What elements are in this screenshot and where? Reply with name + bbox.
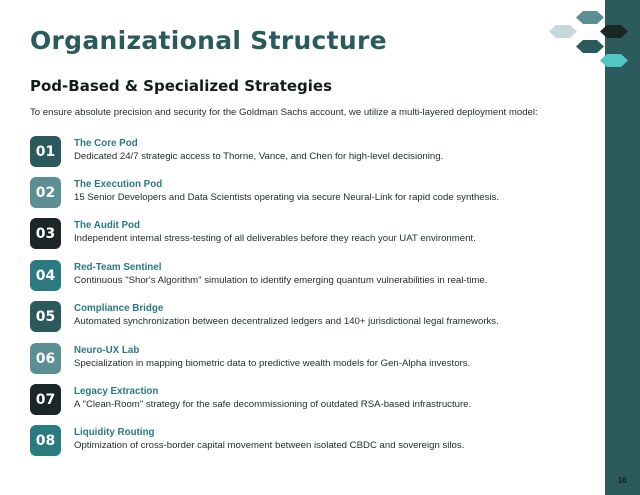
section-subtitle: Pod-Based & Specialized Strategies [30,77,333,95]
pod-item [30,136,600,170]
hexagon-mid [576,11,604,24]
pod-number-badge: 07 [30,384,61,415]
pod-description: Automated synchronization between decentralized ledgers and 140+ jurisdictional legal frameworks. [74,316,499,327]
pod-number-badge: 06 [30,343,61,374]
page-title: Organizational Structure [30,26,387,55]
intro-text: To ensure absolute precision and security for the Goldman Sachs account, we utilize a multi-layered deployment model: [30,107,538,118]
pod-description: A "Clean-Room" strategy for the safe decommissioning of outdated RSA-based infrastructure. [74,399,472,410]
pod-description: Dedicated 24/7 strategic access to Thorne, Vance, and Chen for high-level decisioning. [74,151,444,162]
pod-name: Red-Team Sentinel [74,262,162,273]
pod-item [30,177,600,211]
pod-number-badge: 04 [30,260,61,291]
pod-item [30,301,600,335]
pod-name: The Execution Pod [74,179,163,190]
pod-item [30,260,600,294]
pod-description: Independent internal stress-testing of all deliverables before they reach your UAT environment. [74,233,476,244]
pod-number-badge: 05 [30,301,61,332]
pod-description: Specialization in mapping biometric data to predictive wealth models for Gen-Alpha investors. [74,358,471,369]
pod-number-badge: 03 [30,218,61,249]
pod-name: The Audit Pod [74,220,141,231]
hexagon-light [549,25,577,38]
pod-item [30,425,600,459]
pod-number-badge: 02 [30,177,61,208]
pod-item [30,343,600,377]
pod-number-badge: 08 [30,425,61,456]
pod-name: Liquidity Routing [74,427,155,438]
hexagon-cyan [600,54,628,67]
pod-name: Compliance Bridge [74,303,164,314]
pod-name: The Core Pod [74,138,138,149]
pod-item [30,384,600,418]
hexagon-dark [576,40,604,53]
hexagon-cluster-decoration [545,6,635,82]
pod-description: 15 Senior Developers and Data Scientists operating via secure Neural-Link for rapid code synthesis. [74,192,500,203]
pod-description: Continuous "Shor's Algorithm" simulation to identify emerging quantum vulnerabilities in real-time. [74,275,488,286]
pod-name: Legacy Extraction [74,386,159,397]
page-number: 16 [618,476,627,485]
hexagon-black [600,25,628,38]
pod-name: Neuro-UX Lab [74,345,140,356]
pod-number-badge: 01 [30,136,61,167]
pod-description: Optimization of cross-border capital movement between isolated CBDC and sovereign silos. [74,440,465,451]
pod-item [30,218,600,252]
